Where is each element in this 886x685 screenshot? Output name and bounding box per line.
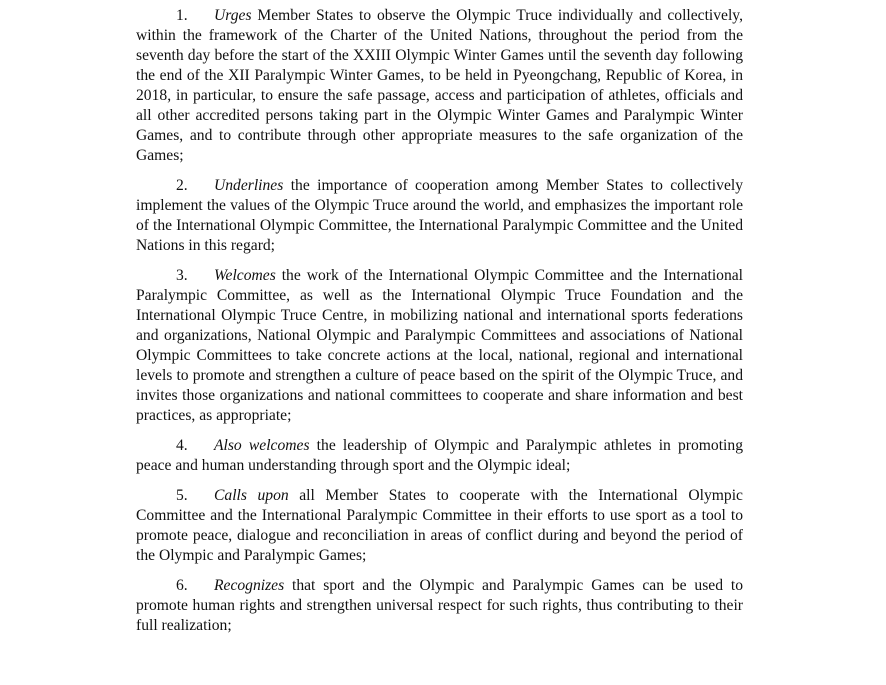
paragraph-verb: Recognizes <box>214 577 285 594</box>
paragraph-text: all Member States to cooperate with the International Olympic Committee and the International Paralympic Committee in their efforts to use sport as a tool to promote peace, dialogue and reconciliation in areas of conflict during and beyond the period of the Olympic and Paralympic Games; <box>136 487 743 564</box>
operative-paragraph-5 <box>136 486 743 566</box>
paragraph-verb: Welcomes <box>214 267 276 284</box>
paragraph-number: 5. <box>176 487 188 504</box>
paragraph-text: that sport and the Olympic and Paralympic Games can be used to promote human rights and strengthen universal respect for such rights, thus contributing to their full realization; <box>136 577 743 634</box>
paragraph-text: the importance of cooperation among Member States to collectively implement the values of the Olympic Truce around the world, and emphasizes the important role of the International Olympic Committee, the International Paralympic Committee and the United Nations in this regard; <box>136 177 743 254</box>
paragraph-text: the work of the International Olympic Committee and the International Paralympic Committee, as well as the International Olympic Truce Foundation and the International Olympic Truce Centre, in mobilizing national and international sports federations and organizations, National Olympic and Paralympic Committees and associations of National Olympic Committees to take concrete actions at the local, national, regional and international levels to promote and strengthen a culture of peace based on the spirit of the Olympic Truce, and invites those organizations and national committees to cooperate and share information and best practices, as appropriate; <box>136 267 743 424</box>
paragraph-text: the leadership of Olympic and Paralympic athletes in promoting peace and human understanding through sport and the Olympic ideal; <box>136 437 743 474</box>
operative-paragraph-4 <box>136 436 743 476</box>
paragraph-number: 3. <box>176 267 188 284</box>
paragraph-number: 4. <box>176 437 188 454</box>
operative-paragraph-2 <box>136 176 743 256</box>
operative-paragraph-3 <box>136 266 743 426</box>
paragraph-number: 6. <box>176 577 188 594</box>
operative-paragraph-1 <box>136 6 743 166</box>
paragraph-verb: Urges <box>214 7 252 24</box>
paragraph-text: Member States to observe the Olympic Truce individually and collectively, within the framework of the Charter of the United Nations, throughout the period from the seventh day before the start of the XXIII Olympic Winter Games until the seventh day following the end of the XII Paralympic Winter Games, to be held in Pyeongchang, Republic of Korea, in 2018, in particular, to ensure the safe passage, access and participation of athletes, officials and all other accredited persons taking part in the Olympic Winter Games and Paralympic Winter Games, and to contribute through other appropriate measures to the safe organization of the Games; <box>136 7 743 164</box>
paragraph-verb: Underlines <box>214 177 284 194</box>
document-body <box>136 6 743 646</box>
paragraph-number: 1. <box>176 7 188 24</box>
paragraph-verb: Also welcomes <box>214 437 310 454</box>
paragraph-number: 2. <box>176 177 188 194</box>
operative-paragraph-6 <box>136 576 743 636</box>
paragraph-verb: Calls upon <box>214 487 289 504</box>
